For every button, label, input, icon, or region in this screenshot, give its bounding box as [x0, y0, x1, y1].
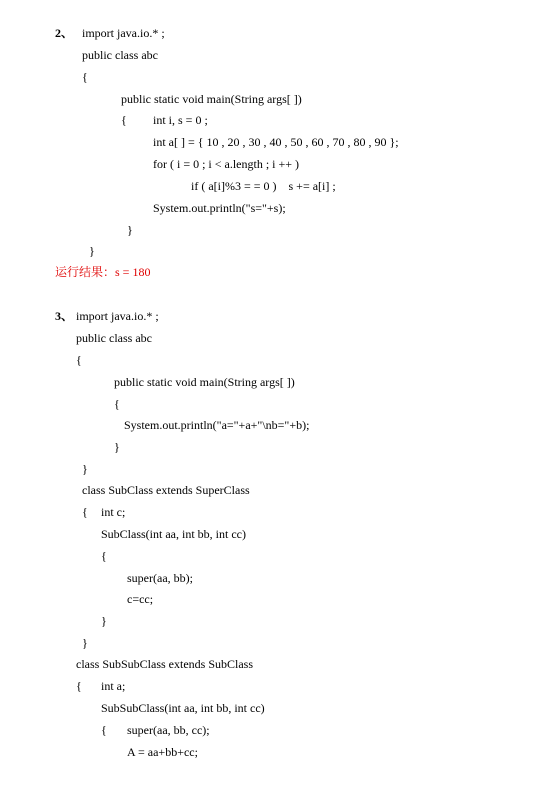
- code-line: }: [127, 223, 133, 237]
- code-line: int i, s = 0 ;: [153, 113, 208, 127]
- question-number-3: 3、: [55, 309, 74, 323]
- code-line: public static void main(String args[ ]): [114, 375, 295, 389]
- code-line: }: [101, 614, 107, 628]
- code-line: SubSubClass(int aa, int bb, int cc): [101, 701, 265, 715]
- code-line: int a[ ] = { 10 , 20 , 30 , 40 , 50 , 60 , 70 , 80 , 90 };: [153, 135, 399, 149]
- code-line: super(aa, bb, cc);: [127, 723, 210, 737]
- code-line: public class abc: [82, 48, 158, 62]
- code-line: }: [89, 244, 95, 258]
- code-line: import java.io.* ;: [76, 309, 159, 323]
- code-line: {: [76, 353, 82, 367]
- code-line: A = aa+bb+cc;: [127, 745, 198, 759]
- code-line: }: [82, 462, 88, 476]
- code-line: System.out.println("s="+s);: [153, 201, 286, 215]
- code-line: SubClass(int aa, int bb, int cc): [101, 527, 246, 541]
- code-line: import java.io.* ;: [82, 26, 165, 40]
- code-line: {: [76, 679, 82, 693]
- code-line: int c;: [101, 505, 126, 519]
- code-line: c=cc;: [127, 592, 154, 606]
- code-line: public static void main(String args[ ]): [121, 92, 302, 106]
- code-line: {: [121, 113, 127, 127]
- code-line: {: [82, 70, 88, 84]
- code-line: {: [82, 505, 88, 519]
- code-line: {: [114, 397, 120, 411]
- code-line: }: [114, 440, 120, 454]
- code-line: if ( a[i]%3 = = 0 ) s += a[i] ;: [191, 179, 336, 193]
- code-line: public class abc: [76, 331, 152, 345]
- run-result: 运行结果：s = 180: [55, 265, 151, 279]
- code-line: class SubSubClass extends SubClass: [76, 657, 254, 671]
- code-line: {: [101, 723, 107, 737]
- code-line: class SubClass extends SuperClass: [82, 483, 250, 497]
- code-line: System.out.println("a="+a+"\nb="+b);: [124, 418, 310, 432]
- code-line: int a;: [101, 679, 126, 693]
- code-line: super(aa, bb);: [127, 571, 193, 585]
- question-number-2: 2、: [55, 26, 74, 40]
- code-line: }: [82, 636, 88, 650]
- code-line: for ( i = 0 ; i < a.length ; i ++ ): [153, 157, 300, 171]
- code-line: {: [101, 549, 107, 563]
